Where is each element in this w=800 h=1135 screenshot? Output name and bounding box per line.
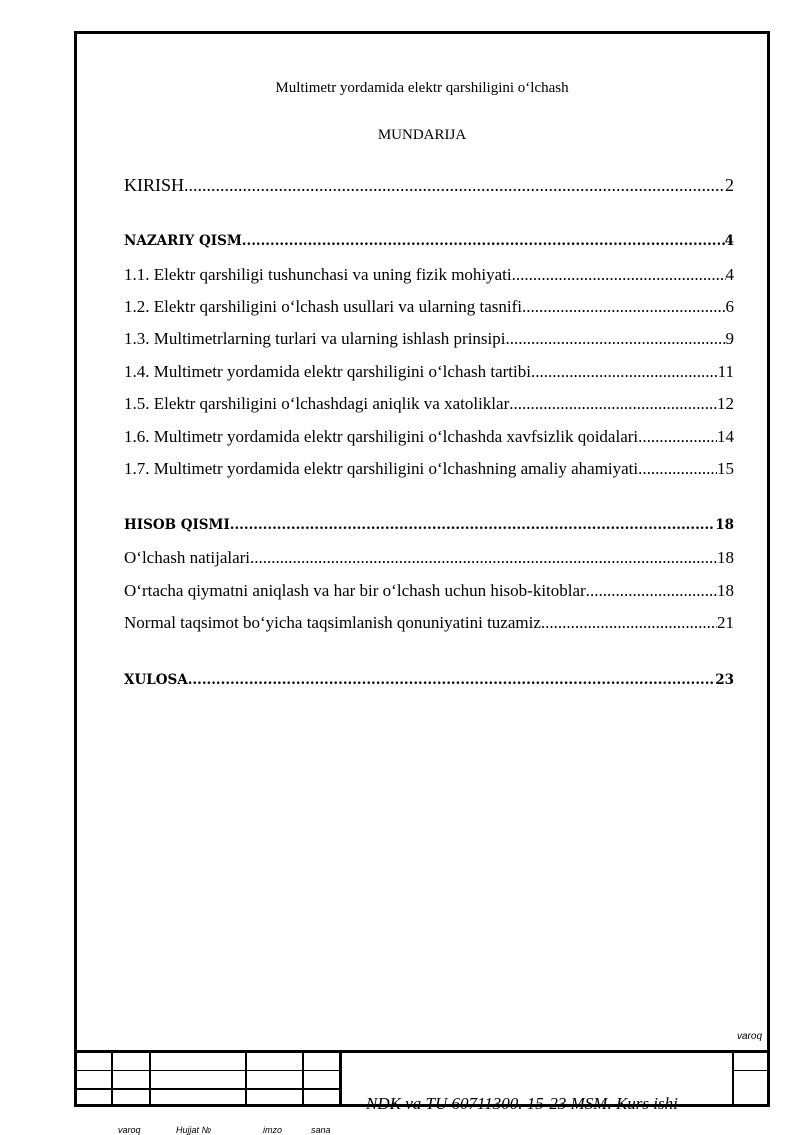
stamp-col-divider (149, 1051, 151, 1107)
toc-page-number: 12 (717, 394, 734, 413)
toc-leader (586, 580, 717, 602)
stamp-col-divider (339, 1051, 342, 1107)
toc-page-number: 2 (725, 175, 734, 195)
toc-leader (242, 230, 725, 252)
toc-entry-1-4 (124, 361, 734, 383)
document-title: Multimetr yordamida elektr qarshiligini o‘lchash (275, 80, 569, 96)
toc-entry-text: Normal taqsimot bo‘yicha taqsimlanish qonuniyatini tuzamiz (124, 613, 541, 632)
toc-entry-text: XULOSA (124, 672, 188, 688)
toc-entry-1-5 (124, 393, 734, 415)
toc-entry-1-1 (124, 264, 734, 286)
toc-entry-intro (124, 174, 734, 196)
toc-entry-text: KIRISH (124, 175, 185, 195)
toc-leader (506, 328, 726, 350)
toc-page-number: 4 (725, 265, 734, 284)
stamp-col-divider (111, 1051, 113, 1107)
toc-heading: MUNDARIJA (377, 127, 467, 143)
toc-page-number: 18 (715, 517, 734, 533)
toc-entry-normal (124, 612, 734, 634)
stamp-col-hujjat: Hujjat № (176, 1125, 212, 1135)
toc-page-number: 23 (715, 672, 734, 688)
toc-entry-1-2 (124, 296, 734, 318)
toc-entry-results (124, 547, 734, 569)
toc-leader (512, 264, 726, 286)
stamp-row-divider (732, 1070, 770, 1071)
toc-leader (184, 174, 725, 196)
toc-entry-1-6 (124, 426, 734, 448)
stamp-col-divider (245, 1051, 247, 1107)
stamp-col-imzo: imzo (263, 1125, 283, 1135)
toc-page-number: 15 (717, 459, 734, 478)
toc-page-number: 9 (725, 329, 734, 348)
toc-leader (638, 426, 717, 448)
toc-entry-text: 1.1. Elektr qarshiligi tushunchasi va uning fizik mohiyati (124, 265, 512, 284)
toc-entry-text: O‘lchash natijalari (124, 548, 251, 567)
toc-entry-text: HISOB QISMI (124, 517, 230, 533)
sheet-label: varoq (737, 1031, 763, 1042)
toc-leader (541, 612, 717, 634)
toc-page-number: 6 (725, 297, 734, 316)
stamp-document-code: NDK va TU 60711300. 15-23 MSM. Kurs ishi (366, 1094, 678, 1113)
toc-leader (638, 458, 717, 480)
toc-page-number: 21 (717, 613, 734, 632)
toc-entry-text: O‘rtacha qiymatni aniqlash va har bir o‘lchash uchun hisob-kitoblar (124, 581, 586, 600)
toc-entry-text: 1.5. Elektr qarshiligini o‘lchashdagi aniqlik va xatoliklar (124, 394, 510, 413)
toc-entry-calc (124, 514, 734, 536)
toc-entry-theory (124, 230, 734, 252)
toc-leader (509, 393, 717, 415)
stamp-col-divider (732, 1051, 734, 1107)
toc-entry-text: 1.2. Elektr qarshiligini o‘lchash usullari va ularning tasnifi (124, 297, 522, 316)
toc-page-number: 18 (717, 581, 734, 600)
stamp-col-varoq: varoq (118, 1125, 141, 1135)
toc-entry-text: 1.6. Multimetr yordamida elektr qarshiligini o‘lchashda xavfsizlik qoidalari (124, 427, 639, 446)
toc-entry-text: 1.3. Multimetrlarning turlari va ularning ishlash prinsipi (124, 329, 506, 348)
toc-entry-1-7 (124, 458, 734, 480)
toc-page-number: 4 (724, 233, 734, 249)
toc-entry-text: NAZARIY QISM (124, 233, 242, 249)
toc-entry-1-3 (124, 328, 734, 350)
toc-leader (522, 296, 726, 318)
toc-leader (250, 547, 717, 569)
toc-leader (188, 669, 715, 691)
toc-entry-conclusion (124, 669, 734, 691)
toc-page-number: 11 (717, 362, 734, 381)
toc-entry-text: 1.7. Multimetr yordamida elektr qarshiligini o‘lchashning amaliy ahamiyati (124, 459, 639, 478)
toc-page-number: 18 (717, 548, 734, 567)
toc-leader (531, 361, 718, 383)
toc-leader (230, 514, 715, 536)
stamp-top-border (74, 1050, 770, 1053)
toc-entry-average (124, 580, 734, 602)
stamp-col-sana: sana (311, 1125, 331, 1135)
toc-page-number: 14 (717, 427, 734, 446)
stamp-col-divider (302, 1051, 304, 1107)
toc-entry-text: 1.4. Multimetr yordamida elektr qarshiligini o‘lchash tartibi (124, 362, 531, 381)
